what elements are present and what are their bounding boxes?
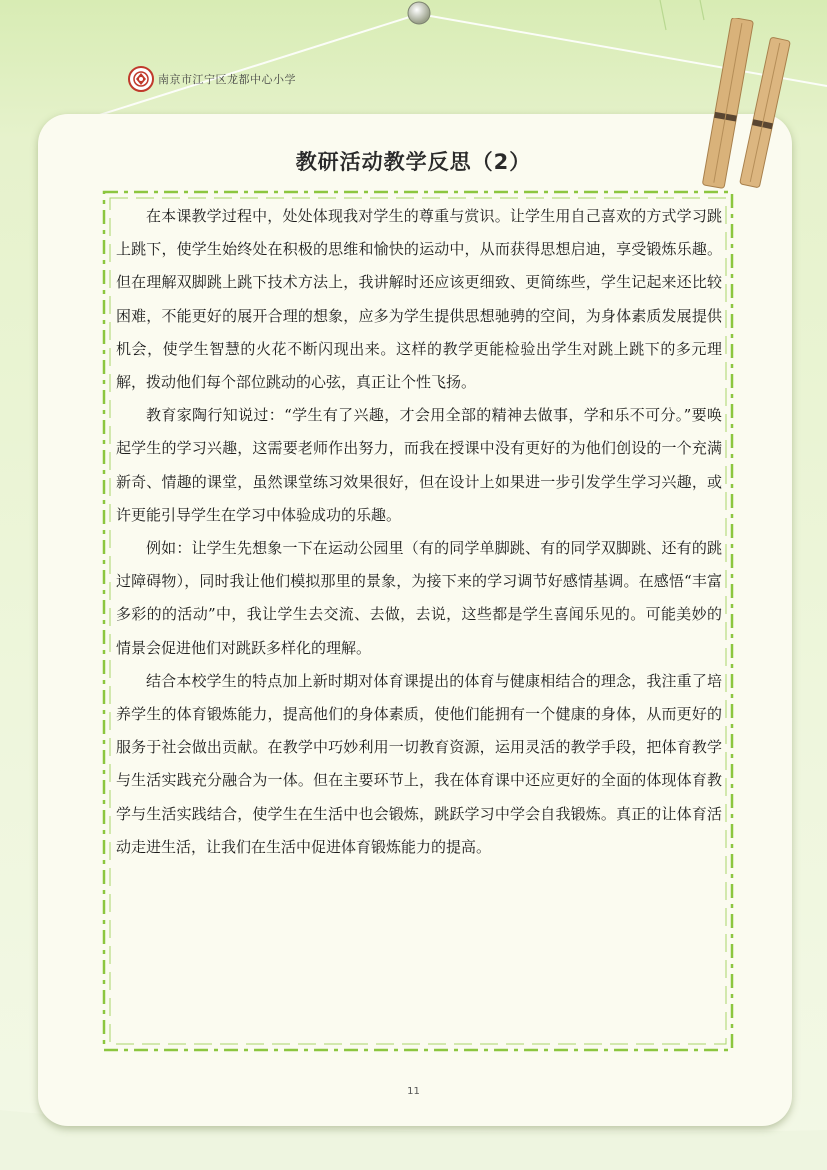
pushpin-icon [406, 0, 432, 28]
school-logo-icon [128, 66, 154, 92]
article-body [116, 200, 722, 864]
school-name: 南京市江宁区龙都中心小学 [158, 73, 296, 86]
page-title: 教研活动教学反思（2） [295, 150, 532, 174]
paragraph: 在本课教学过程中，处处体现我对学生的尊重与赏识。让学生用自己喜欢的方式学习跳上跳下，使学生始终处在积极的思维和愉快的运动中，从而获得思想启迪，享受锻炼乐趣。但在理解双脚跳上跳下技术方法上，我讲解时还应该更细致、更简练些，学生记起来还比较困难，不能更好的展开合理的想象，应多为学生提供思想驰骋的空间，为身体素质发展提供机会，使学生智慧的火花不断闪现出来。这样的教学更能检验出学生对跳上跳下的多元理解，拨动他们每个部位跳动的心弦，真正让个性飞扬。 [116, 207, 722, 392]
paragraph: 教育家陶行知说过：“学生有了兴趣，才会用全部的精神去做事，学和乐不可分。”要唤起学生的学习兴趣，这需要老师作出努力，而我在授课中没有更好的为他们创设的一个充满新奇、情趣的课堂，虽然课堂练习效果很好，但在设计上如果进一步引发学生学习兴趣，或许更能引导学生在学习中体验成功的乐趣。 [116, 406, 722, 524]
paragraph: 结合本校学生的特点加上新时期对体育课提出的体育与健康相结合的理念，我注重了培养学生的体育锻炼能力，提高他们的身体素质，使他们能拥有一个健康的身体，从而更好的服务于社会做出贡献。在教学中巧妙利用一切教育资源，运用灵活的教学手段，把体育教学与生活实践充分融合为一体。但在主要环节上，我在体育课中还应更好的全面的体现体育教学与生活实践结合，使学生在生活中也会锻炼，跳跃学习中学会自我锻炼。真正的让体育活动走进生活，让我们在生活中促进体育锻炼能力的提高。 [116, 671, 722, 856]
paragraph: 例如：让学生先想象一下在运动公园里（有的同学单脚跳、有的同学双脚跳、还有的跳过障碍物），同时我让他们模拟那里的景象，为接下来的学习调节好感情基调。在感悟“丰富多彩的的活动”中，我让学生去交流、去做，去说，这些都是学生喜闻乐见的。可能美妙的情景会促进他们对跳跃多样化的理解。 [116, 539, 722, 657]
school-header [128, 66, 296, 92]
page-number: 11 [407, 1086, 420, 1097]
